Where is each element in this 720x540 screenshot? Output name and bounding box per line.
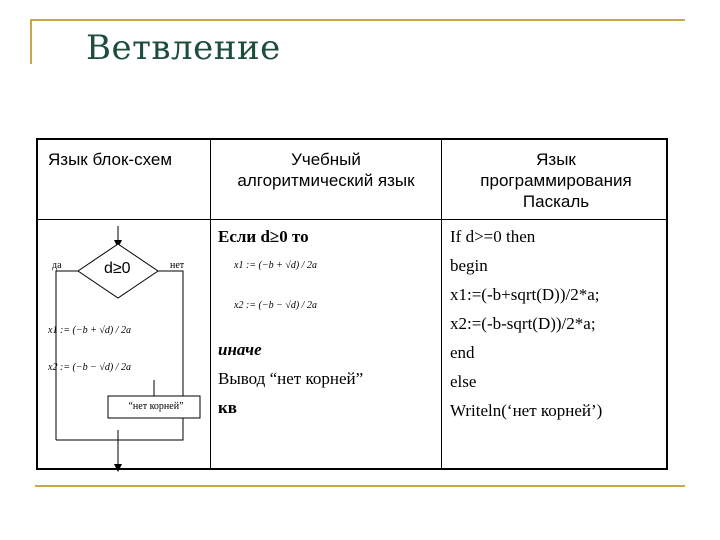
algo-end-line: кв <box>218 398 237 417</box>
algo-if-line: Если d≥0 то <box>218 227 309 246</box>
header-pascal-line1: Язык <box>536 150 576 169</box>
header-pascal-line2: программирования <box>480 171 632 190</box>
output-box-text: “нет корней” <box>128 401 184 412</box>
yes-branch-line <box>56 271 78 325</box>
header-pascal-line3: Паскаль <box>522 192 590 211</box>
no-label: нет <box>170 260 185 271</box>
pascal-line: x2:=(-b-sqrt(D))/2*a; <box>450 314 596 333</box>
decorative-bottom-rule <box>35 485 685 487</box>
header-pascal <box>442 149 670 212</box>
algo-else-line: иначе <box>218 340 262 359</box>
pascal-line: x1:=(-b+sqrt(D))/2*a; <box>450 285 600 304</box>
decorative-top-rule <box>30 19 685 21</box>
slide-title: Ветвление <box>86 28 281 68</box>
pascal-line: begin <box>450 256 488 275</box>
pascal-line: Writeln(‘нет корней’) <box>450 401 603 420</box>
pascal-line: else <box>450 372 477 391</box>
algo-formula-1: x1 := (−b + √d) / 2a <box>234 260 317 271</box>
comparison-table <box>36 138 668 470</box>
flowchart-diagram <box>38 140 210 472</box>
flowchart-formula-2: x2 := (−b − √d) / 2a <box>48 362 131 373</box>
header-algorithmic-line2: алгоритмический язык <box>237 171 415 190</box>
condition-label: d≥0 <box>104 260 131 277</box>
header-algorithmic <box>211 149 441 191</box>
algo-output-line: Вывод “нет корней” <box>218 369 364 388</box>
pascal-line: If d>=0 then <box>450 227 536 246</box>
header-algorithmic-line1: Учебный <box>291 150 361 169</box>
flowchart-formula-1: x1 := (−b + √d) / 2a <box>48 325 131 336</box>
decorative-left-rule <box>30 19 32 64</box>
yes-label: да <box>52 260 62 271</box>
pascal-line: end <box>450 343 475 362</box>
algo-formula-2: x2 := (−b − √d) / 2a <box>234 300 317 311</box>
header-flowchart: Язык блок-схем <box>48 150 173 169</box>
